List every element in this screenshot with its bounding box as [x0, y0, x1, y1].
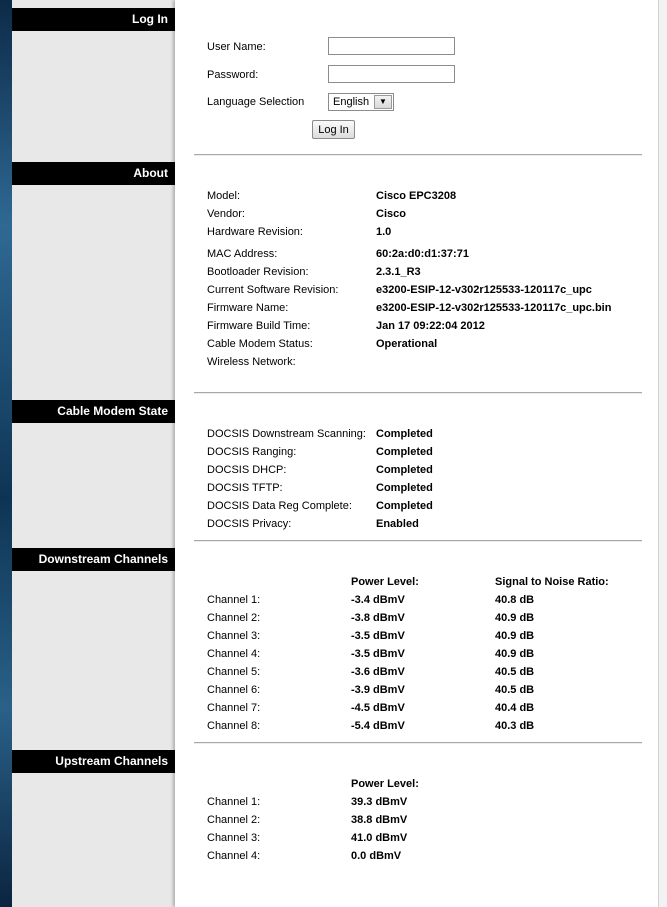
- modem-state-value: Completed: [376, 464, 433, 476]
- sidebar-header-login: Log In: [12, 8, 175, 31]
- scrollbar-track[interactable]: [658, 0, 667, 907]
- login-button[interactable]: Log In: [312, 120, 355, 139]
- downstream-snr-header: Signal to Noise Ratio:: [495, 576, 609, 588]
- upstream-power-value: 38.8 dBmV: [351, 814, 408, 826]
- about-label: Vendor:: [207, 208, 245, 220]
- downstream-channel-label: Channel 6:: [207, 684, 261, 696]
- downstream-channel-label: Channel 8:: [207, 720, 261, 732]
- downstream-power-value: -3.6 dBmV: [351, 666, 405, 678]
- about-value: e3200-ESIP-12-v302r125533-120117c_upc.bin: [376, 302, 612, 314]
- sidebar-header-upstream: Upstream Channels: [12, 750, 175, 773]
- downstream-channel-label: Channel 4:: [207, 648, 261, 660]
- modem-state-label: DOCSIS DHCP:: [207, 464, 287, 476]
- downstream-snr-value: 40.4 dB: [495, 702, 535, 714]
- modem-state-label: DOCSIS Ranging:: [207, 446, 297, 458]
- chevron-down-icon[interactable]: ▼: [374, 95, 392, 109]
- downstream-power-value: -3.4 dBmV: [351, 594, 405, 606]
- language-label: Language Selection: [207, 96, 305, 108]
- upstream-power-value: 0.0 dBmV: [351, 850, 402, 862]
- about-label: Current Software Revision:: [207, 284, 339, 296]
- downstream-snr-value: 40.9 dB: [495, 648, 535, 660]
- username-label: User Name:: [207, 41, 266, 53]
- password-label: Password:: [207, 69, 259, 81]
- password-input[interactable]: [328, 65, 455, 83]
- divider: [194, 540, 642, 542]
- about-label: Firmware Name:: [207, 302, 289, 314]
- downstream-snr-value: 40.8 dB: [495, 594, 535, 606]
- downstream-power-value: -4.5 dBmV: [351, 702, 405, 714]
- upstream-channel-label: Channel 3:: [207, 832, 261, 844]
- modem-state-value: Enabled: [376, 518, 419, 530]
- modem-state-label: DOCSIS Privacy:: [207, 518, 292, 530]
- downstream-channel-label: Channel 7:: [207, 702, 261, 714]
- sidebar-header-modem-state: Cable Modem State: [12, 400, 175, 423]
- divider: [194, 154, 642, 156]
- modem-state-value: Completed: [376, 500, 433, 512]
- modem-state-value: Completed: [376, 428, 433, 440]
- downstream-snr-value: 40.9 dB: [495, 630, 535, 642]
- modem-state-label: DOCSIS Data Reg Complete:: [207, 500, 352, 512]
- upstream-channel-label: Channel 2:: [207, 814, 261, 826]
- downstream-channel-label: Channel 2:: [207, 612, 261, 624]
- about-value: Cisco: [376, 208, 406, 220]
- about-label: Wireless Network:: [207, 356, 296, 368]
- upstream-channel-label: Channel 4:: [207, 850, 261, 862]
- downstream-channel-label: Channel 5:: [207, 666, 261, 678]
- downstream-power-value: -3.5 dBmV: [351, 648, 405, 660]
- downstream-snr-value: 40.5 dB: [495, 684, 535, 696]
- about-label: Cable Modem Status:: [207, 338, 313, 350]
- about-value: 2.3.1_R3: [376, 266, 421, 278]
- divider: [194, 742, 642, 744]
- downstream-power-value: -3.5 dBmV: [351, 630, 405, 642]
- about-label: Bootloader Revision:: [207, 266, 309, 278]
- language-select[interactable]: [328, 93, 394, 111]
- downstream-channel-label: Channel 1:: [207, 594, 261, 606]
- upstream-power-value: 39.3 dBmV: [351, 796, 408, 808]
- about-label: MAC Address:: [207, 248, 278, 260]
- downstream-power-header: Power Level:: [351, 576, 419, 588]
- username-input[interactable]: [328, 37, 455, 55]
- sidebar: [12, 0, 175, 907]
- sidebar-header-about: About: [12, 162, 175, 185]
- about-value: Operational: [376, 338, 438, 350]
- about-label: Firmware Build Time:: [207, 320, 311, 332]
- modem-state-value: Completed: [376, 482, 433, 494]
- about-label: Hardware Revision:: [207, 226, 303, 238]
- modem-state-value: Completed: [376, 446, 433, 458]
- sidebar-header-downstream: Downstream Channels: [12, 548, 175, 571]
- about-value: 1.0: [376, 226, 392, 238]
- language-select-value: English: [333, 96, 370, 108]
- upstream-power-value: 41.0 dBmV: [351, 832, 408, 844]
- modem-state-label: DOCSIS TFTP:: [207, 482, 283, 494]
- about-value: Cisco EPC3208: [376, 190, 457, 202]
- downstream-snr-value: 40.5 dB: [495, 666, 535, 678]
- left-edge-bar: [0, 0, 12, 907]
- divider: [194, 392, 642, 394]
- downstream-snr-value: 40.9 dB: [495, 612, 535, 624]
- main-content: [175, 0, 658, 907]
- modem-state-label: DOCSIS Downstream Scanning:: [207, 428, 366, 440]
- about-value: e3200-ESIP-12-v302r125533-120117c_upc: [376, 284, 592, 296]
- downstream-snr-value: 40.3 dB: [495, 720, 535, 732]
- about-label: Model:: [207, 190, 241, 202]
- upstream-power-header: Power Level:: [351, 778, 419, 790]
- downstream-power-value: -5.4 dBmV: [351, 720, 405, 732]
- downstream-channel-label: Channel 3:: [207, 630, 261, 642]
- downstream-power-value: -3.9 dBmV: [351, 684, 405, 696]
- downstream-power-value: -3.8 dBmV: [351, 612, 405, 624]
- upstream-channel-label: Channel 1:: [207, 796, 261, 808]
- about-value: 60:2a:d0:d1:37:71: [376, 248, 469, 260]
- about-value: Jan 17 09:22:04 2012: [376, 320, 485, 332]
